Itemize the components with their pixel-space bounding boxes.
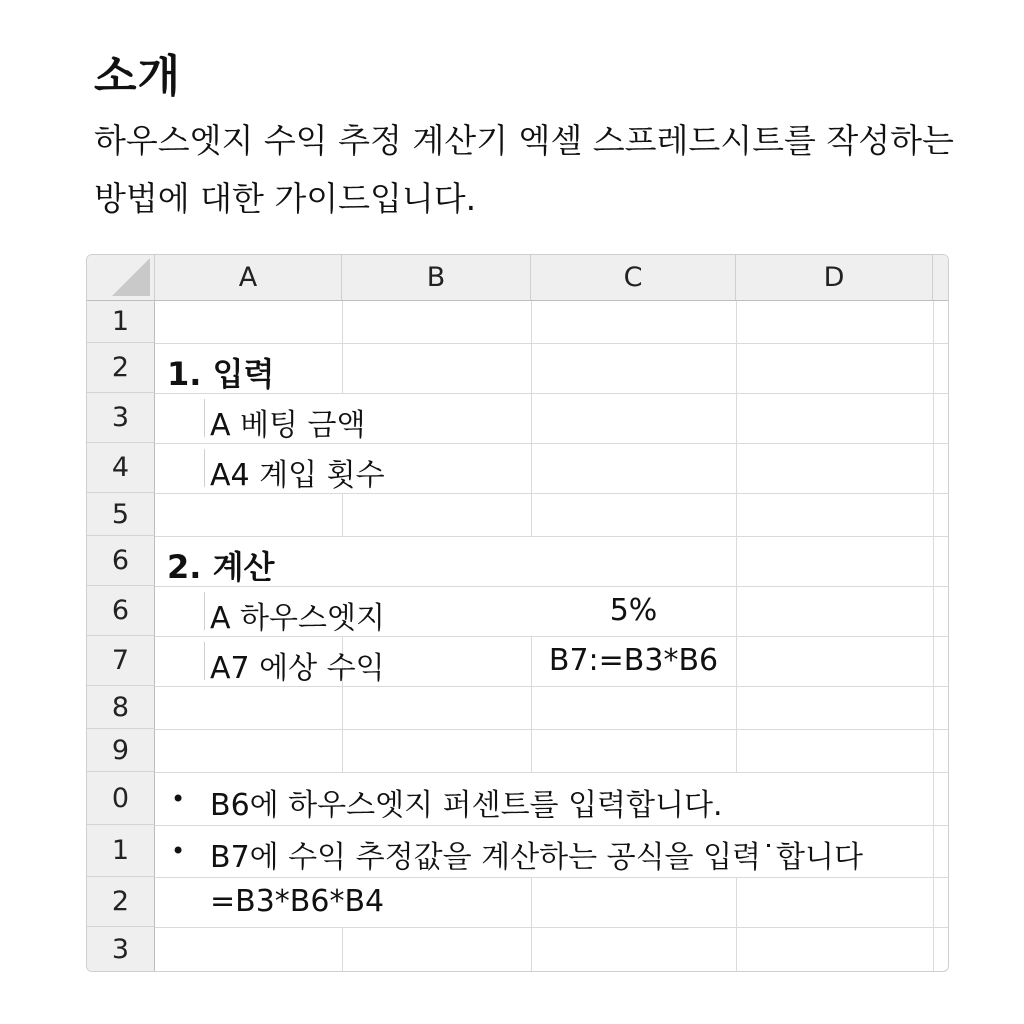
gridline [342,301,343,393]
gridline [155,772,948,773]
row-header-8[interactable]: 8 [87,686,155,729]
gridline [342,927,343,971]
gridline [155,877,948,878]
column-header-b[interactable]: B [342,255,531,301]
column-header-a[interactable]: A [155,255,342,301]
indent-marker [204,642,205,680]
note-house-edge-input[interactable]: B6에 하우스엣지 퍼센트를 입력합니다. [210,788,723,823]
row-header-6b[interactable]: 6 [87,586,155,636]
gridline [342,493,343,536]
column-header-c[interactable]: C [531,255,736,301]
cell-expected-profit-label[interactable]: A7 에상 수익 [210,651,385,686]
cell-expected-profit-formula[interactable]: B7:=B3*B6 [548,643,719,678]
gridline [531,301,532,536]
row-header-12[interactable]: 2 [87,877,155,927]
row-header-1[interactable]: 1 [87,301,155,343]
column-header-overflow [933,255,948,301]
row-header-3[interactable]: 3 [87,393,155,443]
row-header-6[interactable]: 6 [87,536,155,586]
select-all-triangle-icon [112,258,150,296]
spreadsheet-grid[interactable] [86,254,949,972]
note-formula-value[interactable]: =B3*B6*B4 [210,884,385,919]
section-input-title[interactable]: 1. 입력 [167,355,275,393]
gridline [155,729,948,730]
gridline [933,301,934,971]
cell-house-edge-value[interactable]: 5% [609,593,658,628]
row-header-4[interactable]: 4 [87,443,155,493]
gridline [155,927,948,928]
row-header-5[interactable]: 5 [87,493,155,536]
select-all-corner[interactable] [87,255,155,301]
column-header-d[interactable]: D [736,255,933,301]
intro-description: 하우스엣지 수익 추정 계산기 엑셀 스프레드시트를 작성하는 방법에 대한 가이드입니다. [94,121,954,218]
row-header-2[interactable]: 2 [87,343,155,393]
gridline [736,301,737,772]
indent-marker [204,449,205,487]
gridline [155,343,948,344]
row-header-13[interactable]: 3 [87,927,155,971]
row-header-7[interactable]: 7 [87,636,155,686]
section-calc-title[interactable]: 2. 계산 [167,548,275,586]
cell-house-edge-label[interactable]: A 하우스엣지 [210,601,385,636]
gridline [155,825,948,826]
bullet-marker: • [171,837,186,865]
cell-bet-amount-label[interactable]: A 베팅 금액 [210,408,366,443]
row-header-11[interactable]: 1 [87,825,155,877]
note-profit-formula[interactable]: B7에 수익 추정값을 계산하는 공식을 입력˙합니다 [210,840,863,875]
indent-marker [204,592,205,630]
gridline [531,877,532,971]
row-header-9[interactable]: 9 [87,729,155,772]
bullet-marker: • [171,785,186,813]
gridline [736,877,737,971]
page-title: 소개 [94,51,182,102]
cell-bet-count-label[interactable]: A4 계입 횟수 [210,458,385,493]
row-header-10[interactable]: 0 [87,772,155,825]
indent-marker [204,399,205,437]
gridline [155,536,948,537]
